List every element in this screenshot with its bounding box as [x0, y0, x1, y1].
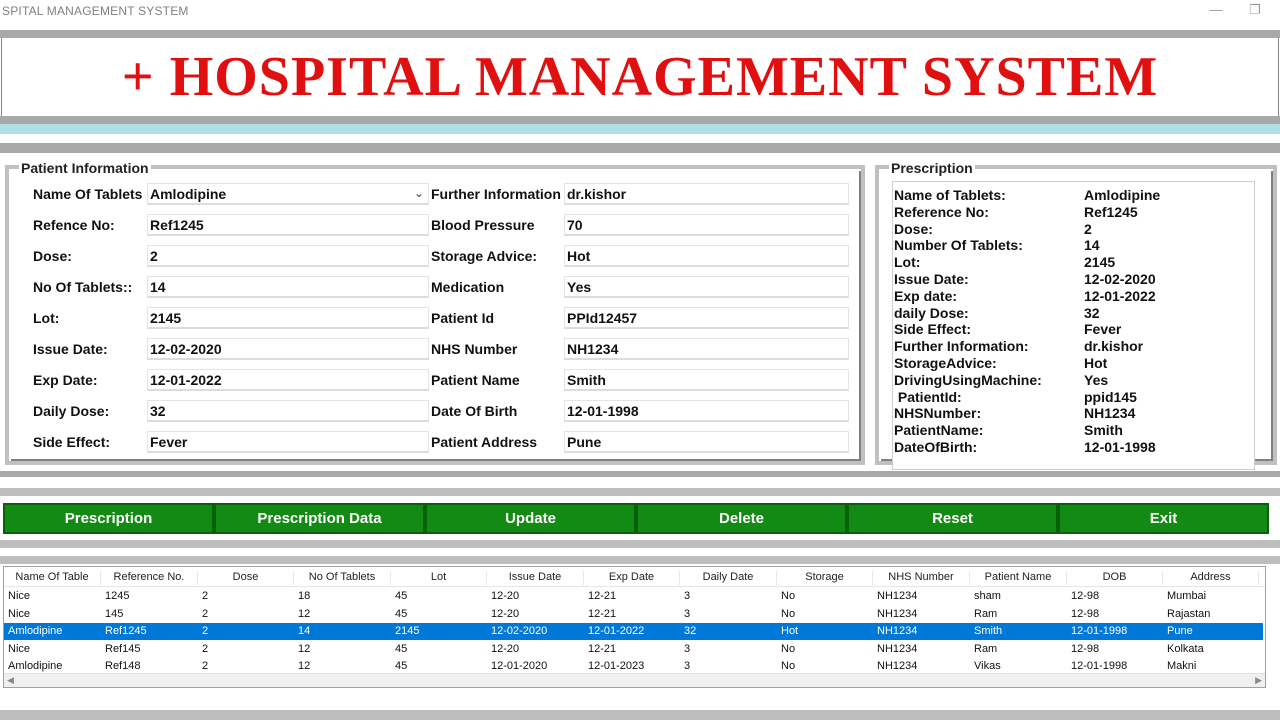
table-cell: Pune: [1167, 625, 1193, 638]
table-cell: 2: [202, 607, 209, 620]
table-cell: 12-01-2022: [588, 625, 645, 638]
table-row[interactable]: [4, 606, 1263, 623]
table-cell: 12-20: [491, 590, 520, 602]
column-header[interactable]: No Of Tablets: [294, 571, 391, 585]
table-cell: 12-21: [588, 642, 617, 655]
prescription-line-value: NH1234: [1084, 405, 1136, 422]
table-cell: Ref1245: [105, 625, 147, 638]
table-cell: 12-01-1998: [1071, 660, 1128, 673]
text-field[interactable]: [564, 431, 849, 453]
column-header[interactable]: Daily Date: [680, 571, 777, 585]
table-cell: 12-01-2020: [491, 660, 548, 673]
prescription-line-value: Smith: [1084, 422, 1123, 439]
text-field[interactable]: [564, 276, 849, 298]
field-label: Name Of Tablets: [33, 186, 143, 202]
field-label: Lot:: [33, 310, 60, 326]
column-header[interactable]: Reference No.: [101, 571, 198, 585]
field-value: Smith: [567, 372, 606, 388]
table-cell: 12-02-2020: [491, 625, 548, 638]
table-cell: Makni: [1167, 660, 1197, 673]
prescription-line-label: Reference No:: [894, 203, 989, 220]
table-cell: Ref148: [105, 660, 141, 673]
column-header[interactable]: DOB: [1067, 571, 1163, 585]
field-label: Issue Date:: [33, 341, 108, 357]
table-row[interactable]: [4, 588, 1263, 605]
field-value: PPId12457: [567, 310, 638, 326]
text-field[interactable]: [147, 214, 429, 236]
bottom-band: [0, 710, 1280, 720]
field-value: Hot: [567, 248, 591, 264]
table-cell: Nice: [8, 642, 31, 655]
prescription-text-area: [892, 181, 1255, 470]
table-cell: 12-98: [1071, 607, 1100, 620]
table-cell: 45: [395, 642, 408, 655]
window-titlebar: [0, 0, 1280, 22]
app-heading: + HOSPITAL MANAGEMENT SYSTEM: [121, 46, 1159, 108]
prescription-line-value: 32: [1084, 304, 1100, 321]
field-value: 12-01-1998: [567, 403, 639, 419]
column-header[interactable]: Storage: [777, 571, 873, 585]
table-cell: 12: [298, 642, 311, 655]
field-label: NHS Number: [431, 341, 518, 357]
field-value: 12-01-2022: [150, 372, 222, 388]
table-cell: 3: [684, 642, 691, 655]
grid-band-top: [0, 556, 1280, 564]
prescription-line-value: 14: [1084, 237, 1100, 254]
prescription-line-value: dr.kishor: [1084, 338, 1144, 355]
column-header[interactable]: Lot: [391, 571, 487, 585]
field-value: Yes: [567, 279, 592, 295]
header-band-cyan: [0, 124, 1280, 134]
prescription-line-label: Number Of Tablets:: [894, 237, 1023, 254]
delete-button[interactable]: Delete: [636, 503, 847, 534]
table-cell: 12: [298, 660, 311, 673]
column-header[interactable]: Dose: [198, 571, 294, 585]
table-cell: 14: [298, 625, 311, 638]
column-header[interactable]: Address: [1163, 571, 1259, 585]
minimize-icon[interactable]: —: [1209, 2, 1223, 17]
text-field[interactable]: [564, 183, 849, 205]
prescription-line-value: 2145: [1084, 254, 1116, 271]
table-cell: sham: [974, 590, 1001, 602]
prescription-line-value: 12-01-1998: [1084, 439, 1156, 455]
text-field[interactable]: [147, 307, 429, 329]
table-cell: Ram: [974, 642, 998, 655]
text-field[interactable]: [147, 245, 429, 267]
field-value: Pune: [567, 434, 602, 450]
button-band-bottom: [0, 540, 1280, 548]
field-value: 2: [150, 248, 158, 264]
header-panel: [1, 38, 1279, 116]
column-header[interactable]: Name Of Table: [4, 571, 101, 585]
prescription-line-label: Lot:: [894, 254, 921, 271]
column-header[interactable]: Exp Date: [584, 571, 680, 585]
prescription-line-value: Fever: [1084, 321, 1122, 338]
text-field[interactable]: [147, 431, 429, 453]
field-value: dr.kishor: [567, 186, 627, 202]
table-cell: 45: [395, 660, 408, 673]
table-cell: Rajastan: [1167, 607, 1211, 620]
prescription-line-value: Hot: [1084, 355, 1108, 371]
horizontal-scrollbar[interactable]: [4, 673, 1265, 687]
prescription-line-value: Amlodipine: [1084, 187, 1161, 203]
table-cell: 12-98: [1071, 590, 1100, 602]
field-value: Fever: [150, 434, 188, 450]
table-cell: Amlodipine: [8, 660, 63, 673]
table-cell: No: [781, 607, 796, 620]
table-cell: Nice: [8, 607, 31, 620]
text-field[interactable]: [564, 338, 849, 360]
table-cell: NH1234: [877, 607, 918, 620]
field-value: 2145: [150, 310, 182, 326]
table-cell: Kolkata: [1167, 642, 1204, 655]
text-field[interactable]: [564, 400, 849, 422]
window-title: SPITAL MANAGEMENT SYSTEM: [2, 4, 189, 18]
field-label: Side Effect:: [33, 434, 111, 450]
prescription-line-label: StorageAdvice:: [894, 355, 997, 371]
table-cell: 2: [202, 660, 209, 673]
table-cell: NH1234: [877, 660, 918, 673]
prescription-line-value: 12-01-2022: [1084, 287, 1156, 304]
field-label: No Of Tablets::: [33, 279, 133, 295]
table-cell: No: [781, 642, 796, 655]
table-cell: 12-20: [491, 642, 520, 655]
table-cell: 12-20: [491, 607, 520, 620]
table-cell: 45: [395, 590, 408, 602]
table-cell: Ref145: [105, 642, 141, 655]
mid-band-bottom: [0, 471, 1280, 477]
field-value: 70: [567, 217, 583, 233]
field-label: Further Information: [431, 186, 561, 202]
table-cell: 3: [684, 660, 691, 673]
table-cell: 2145: [395, 625, 420, 638]
prescription-button[interactable]: Prescription: [3, 503, 214, 534]
field-value: 12-02-2020: [150, 341, 222, 357]
column-header[interactable]: NHS Number: [873, 571, 970, 585]
prescription-line-value: ppid145: [1084, 388, 1137, 405]
column-header[interactable]: Patient Name: [970, 571, 1067, 585]
table-row[interactable]: [4, 623, 1263, 640]
scroll-left-icon[interactable]: ◀: [7, 675, 14, 685]
table-cell: 12-21: [588, 607, 617, 620]
text-field[interactable]: [147, 338, 429, 360]
prescription-line-label: Side Effect:: [894, 321, 972, 338]
table-cell: 2: [202, 590, 209, 602]
field-label: Blood Pressure: [431, 217, 535, 233]
prescription-line-label: Issue Date:: [894, 271, 969, 287]
table-cell: NH1234: [877, 625, 918, 638]
patient-information-legend: Patient Information: [21, 160, 149, 176]
top-band: [0, 30, 1280, 38]
table-cell: Hot: [781, 625, 799, 638]
prescription-line-label: Dose:: [894, 220, 933, 237]
prescription-data-button[interactable]: Prescription Data: [214, 503, 425, 534]
column-header[interactable]: Issue Date: [487, 571, 584, 585]
text-field[interactable]: [147, 276, 429, 298]
prescription-group: [875, 160, 1277, 465]
prescription-line-label: PatientName:: [894, 422, 984, 439]
mid-band-top: [0, 143, 1280, 153]
table-cell: NH1234: [877, 642, 918, 655]
patient-information-group: [5, 160, 865, 465]
chevron-down-icon[interactable]: ⌄: [413, 186, 424, 200]
table-header: [4, 567, 1265, 587]
field-label: Medication: [431, 279, 505, 295]
prescription-line-label: Name of Tablets:: [894, 187, 1006, 203]
field-label: Storage Advice:: [431, 248, 538, 264]
field-value: 14: [150, 279, 166, 295]
restore-icon[interactable]: ❐: [1249, 2, 1261, 17]
table-cell: 32: [684, 625, 697, 638]
prescription-line-value: Yes: [1084, 371, 1109, 388]
reset-button[interactable]: Reset: [847, 503, 1058, 534]
field-value: NH1234: [567, 341, 619, 357]
table-cell: Vikas: [974, 660, 1001, 673]
table-cell: No: [781, 590, 796, 602]
table-cell: 12-01-1998: [1071, 625, 1128, 638]
prescription-line-value: Ref1245: [1084, 203, 1138, 220]
field-label: Exp Date:: [33, 372, 98, 388]
prescription-line-label: Further Information:: [894, 338, 1029, 355]
middle-area: [0, 153, 1280, 471]
table-cell: 12-01-2023: [588, 660, 645, 673]
prescription-line-label: PatientId:: [894, 388, 962, 405]
table-cell: 2: [202, 642, 209, 655]
table-cell: Mumbai: [1167, 590, 1207, 602]
field-value: 32: [150, 403, 166, 419]
table-cell: 45: [395, 607, 408, 620]
records-table[interactable]: [3, 566, 1266, 688]
field-value: Ref1245: [150, 217, 204, 233]
field-label: Daily Dose:: [33, 403, 110, 419]
button-band-top: [0, 488, 1280, 496]
table-cell: Nice: [8, 590, 31, 602]
table-cell: 12-21: [588, 590, 617, 602]
button-bar: [0, 503, 1280, 536]
table-cell: Ram: [974, 607, 998, 620]
table-cell: 2: [202, 625, 209, 638]
table-cell: No: [781, 660, 796, 673]
table-cell: 3: [684, 590, 691, 602]
table-cell: 145: [105, 607, 124, 620]
table-cell: 1245: [105, 590, 130, 602]
field-value: Amlodipine: [150, 186, 227, 202]
prescription-line-label: daily Dose:: [894, 304, 969, 321]
field-label: Patient Id: [431, 310, 495, 326]
field-label: Dose:: [33, 248, 72, 264]
prescription-line-label: DrivingUsingMachine:: [894, 371, 1042, 388]
field-label: Refence No:: [33, 217, 115, 233]
field-label: Patient Address: [431, 434, 538, 450]
table-cell: 18: [298, 590, 311, 602]
exit-button[interactable]: Exit: [1058, 503, 1269, 534]
prescription-line-label: Exp date:: [894, 287, 958, 304]
text-field[interactable]: [564, 369, 849, 391]
table-row[interactable]: [4, 641, 1263, 658]
prescription-line-value: 2: [1084, 220, 1092, 237]
text-field[interactable]: [564, 245, 849, 267]
prescription-legend: Prescription: [891, 160, 973, 176]
table-cell: Smith: [974, 625, 1003, 638]
header-band-grey: [0, 116, 1280, 124]
table-cell: 12-98: [1071, 642, 1100, 655]
table-cell: NH1234: [877, 590, 918, 602]
table-cell: 3: [684, 607, 691, 620]
text-field[interactable]: [147, 369, 429, 391]
tablet-name-combo[interactable]: [147, 183, 429, 205]
table-cell: 12: [298, 607, 311, 620]
text-field[interactable]: [147, 400, 429, 422]
prescription-line-label: DateOfBirth:: [894, 439, 978, 455]
text-field[interactable]: [564, 214, 849, 236]
field-label: Date Of Birth: [431, 403, 518, 419]
prescription-line-value: 12-02-2020: [1084, 271, 1156, 287]
scroll-right-icon[interactable]: ▶: [1255, 675, 1262, 685]
table-cell: Amlodipine: [8, 625, 63, 638]
field-label: Patient Name: [431, 372, 520, 388]
prescription-line-label: NHSNumber:: [894, 405, 982, 422]
text-field[interactable]: [564, 307, 849, 329]
update-button[interactable]: Update: [425, 503, 636, 534]
